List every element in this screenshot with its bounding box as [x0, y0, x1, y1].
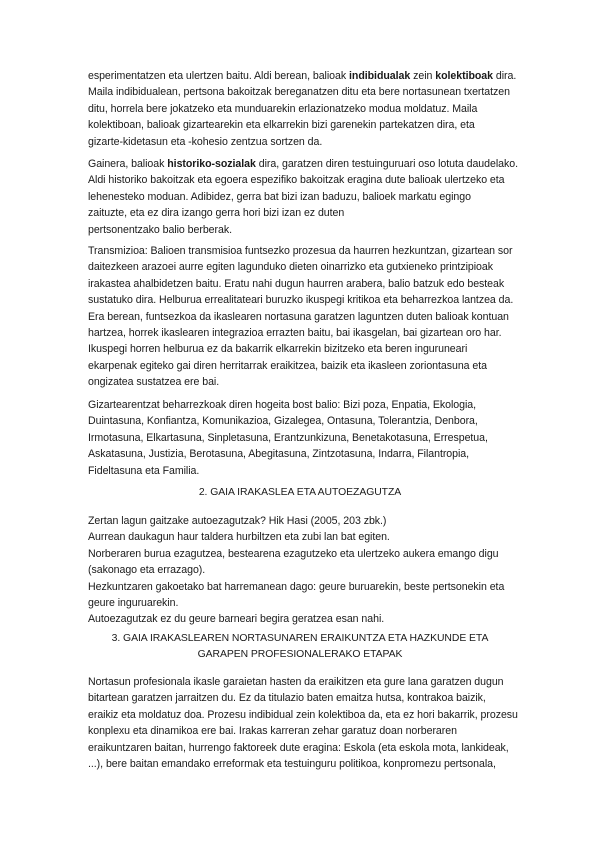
text-line: Fideltasuna eta Familia.: [88, 464, 200, 477]
text-line: konplexu eta dinamikoa ere bai. Irakas karreran zehar garatuz doan norberaren: [88, 725, 457, 738]
text-line: Gainera, balioak historiko-sozialak dira, garatzen diren testuinguruari oso lotuta daudelako.: [88, 158, 518, 170]
bold-term-collective: kolektiboak: [435, 70, 493, 82]
text-line: Duintasuna, Konfiantza, Komunikazioa, Gizalegea, Ontasuna, Tolerantzia, Denbora,: [88, 415, 478, 428]
paragraph-twenty-five-values: [88, 397, 536, 479]
heading-text: 3. GAIA IRAKASLEAREN NORTASUNAREN ERAIKUNTZA ETA HAZKUNDE ETA: [111, 633, 489, 644]
text-line: ekarpenak egiteko gai diren herritarrak eraikitzea, baizik eta ikasleen zoriontasuna eta: [88, 359, 487, 372]
text-line: esperimentatzen eta ulertzen baitu. Aldi berean, balioak indibidualak zein kolektiboak dira.: [88, 70, 517, 82]
text-line: daitezkeen arazoei aurre egiten lagunduko dieten oinarrizko eta gutxieneko printzipioak: [88, 261, 493, 274]
text-line: Aurrean daukagun haur taldera hurbiltzen eta zubi lan bat egiten.: [88, 531, 390, 544]
text-line: Askatasuna, Justizia, Berotasuna, Abegitasuna, Zintzotasuna, Indarra, Filantropia,: [88, 448, 470, 461]
text-line: kolektiboan, balioak gizartearekin eta elkarrekin bizi garenekin partekatzen dira, eta: [88, 119, 475, 132]
bold-term-historical-social: historiko-sozialak: [167, 158, 256, 170]
text-line: Ikuspegi horren helburua ez da bakarrik elkarrekin bizitzeko eta beren inguruneari: [88, 343, 468, 356]
text-line: gizarte-kidetasun eta -kohesio zentzua sortzen da.: [88, 135, 323, 148]
text-line: Aldi historiko bakoitzak eta egoera espezifiko bakoitzak eragina dute balioak ulertzeko eta: [88, 174, 505, 187]
section-heading-3: [60, 631, 540, 664]
paragraph-self-knowledge: [88, 513, 536, 628]
text-line: Autoezagutzak ez du geure barneari begira geratzea esan nahi.: [88, 613, 385, 626]
text-line: geure inguruarekin.: [88, 597, 179, 610]
text-line: Zertan lagun gaitzake autoezagutzak? Hik Hasi (2005, 203 zbk.): [88, 515, 387, 527]
text-line: ditu, horrela bere jokatzeko eta munduarekin erlazionatzeko modua moldatuz. Maila: [88, 102, 478, 115]
text-line: lehenesteko moduan. Adibidez, gerra bat bizi izan baduzu, balioek markatu egingo: [88, 190, 471, 203]
paragraph-values-individual-collective: [88, 68, 536, 150]
bold-term-individual: indibidualak: [349, 70, 411, 82]
text-line: Irmotasuna, Elkartasuna, Sinpletasuna, Erantzunkizuna, Benetakotasuna, Errespetua,: [88, 431, 488, 444]
text-line: zaituzte, eta ez dira izango gerra hori bizi izan ez duten: [88, 207, 345, 220]
text-line: Maila indibidualean, pertsona bakoitzak bereganatzen ditu eta bere nortasunean txertatzen: [88, 86, 510, 99]
paragraph-professional-identity: [88, 674, 536, 772]
text-line: pertsonentzako balio berberak.: [88, 223, 232, 236]
text-line: bitartean garatzen jarraitzen du. Ez da titulazio baten emaitza hutsa, kontrakoa baizik,: [88, 692, 486, 705]
text-line: Norberaren burua ezagutzea, bestearena ezagutzeko eta ulertzeko aukera emango digu: [88, 547, 499, 560]
text-line: hartzea, horrek ikaslearen integrazioa errazten baitu, bai ikasgelan, bai gizartean oro har.: [88, 327, 502, 340]
text-line: Transmizioa: Balioen transmisioa funtsezko prozesua da haurren hezkuntzan, gizartean sor: [88, 245, 513, 257]
heading-text: 2. GAIA IRAKASLEA ETA AUTOEZAGUTZA: [198, 487, 402, 498]
text-line: ongizatea sustatzea ere bai.: [88, 376, 220, 389]
text-line: Nortasun profesionala ikasle garaietan hasten da eraikitzen eta gure lana garatzen dugun: [88, 676, 504, 688]
text-line: Era berean, funtsezkoa da ikaslearen nortasuna garatzen laguntzen duten balioak kontuan: [88, 310, 509, 323]
text-line: sustatuko dira. Helburua errealitateari buruzko ikuspegi kritikoa eta beharrezkoa lantzea da.: [88, 294, 514, 307]
paragraph-transmission: [88, 243, 536, 391]
text-line: Hezkuntzaren gakoetako bat harremanean dago: geure buruarekin, beste pertsonekin eta: [88, 580, 505, 593]
text-line: Gizartearentzat beharrezkoak diren hogeita bost balio: Bizi poza, Enpatia, Ekologia,: [88, 399, 477, 411]
text-line: ...), bere baitan emandako erreformak eta testuinguru politikoa, konpromezu pertsonala,: [88, 758, 496, 771]
section-heading-2: [60, 485, 540, 501]
heading-text: GARAPEN PROFESIONALERAKO ETAPAK: [197, 649, 403, 661]
text-line: (sakonago eta errazago).: [88, 564, 206, 577]
text-line: eraikiz eta moldatuz doa. Prozesu indibidual zein kolektiboa da, eta ez hori bakarrik, prozesu: [88, 708, 518, 721]
text-line: irakastea ahalbidetzen baitu. Eratu nahi dugun haurren arabera, balio batzuk edo besteak: [88, 277, 505, 290]
text-line: eraikuntzaren baitan, hurrengo faktoreek dute eragina: Eskola (eta eskola mota, lankideak,: [88, 741, 509, 754]
paragraph-historical-social: [88, 156, 536, 238]
